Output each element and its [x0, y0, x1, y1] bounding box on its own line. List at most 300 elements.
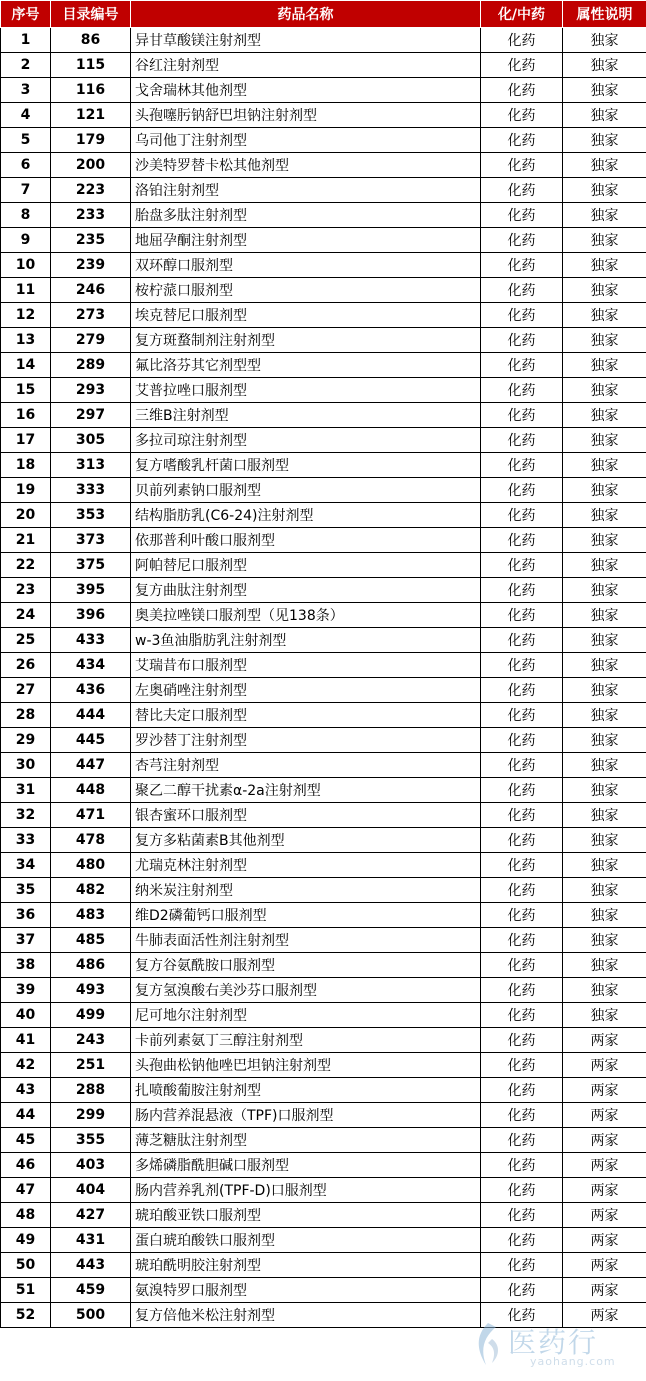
row-catalog-no: 305	[51, 428, 131, 453]
row-type: 化药	[481, 153, 563, 178]
table-row	[1, 1053, 646, 1078]
table-row	[1, 653, 646, 678]
row-type: 化药	[481, 953, 563, 978]
header-catalog-no: 目录编号	[51, 1, 131, 28]
row-index: 47	[1, 1178, 51, 1203]
row-drug-name: 琥珀酰明胶注射剂型	[131, 1253, 481, 1278]
row-catalog-no: 115	[51, 53, 131, 78]
row-type: 化药	[481, 928, 563, 953]
row-catalog-no: 288	[51, 1078, 131, 1103]
row-index: 49	[1, 1228, 51, 1253]
row-catalog-no: 289	[51, 353, 131, 378]
table-row	[1, 753, 646, 778]
row-attribute: 独家	[563, 378, 646, 403]
table-row	[1, 928, 646, 953]
row-catalog-no: 445	[51, 728, 131, 753]
row-type: 化药	[481, 228, 563, 253]
row-index: 43	[1, 1078, 51, 1103]
row-drug-name: 氟比洛芬其它剂型型	[131, 353, 481, 378]
row-type: 化药	[481, 378, 563, 403]
table-row	[1, 53, 646, 78]
row-type: 化药	[481, 553, 563, 578]
row-type: 化药	[481, 728, 563, 753]
row-drug-name: 复方倍他米松注射剂型	[131, 1303, 481, 1328]
row-type: 化药	[481, 628, 563, 653]
table-row	[1, 303, 646, 328]
row-catalog-no: 482	[51, 878, 131, 903]
watermark-subtext: yaohang.com	[530, 1355, 616, 1368]
row-index: 13	[1, 328, 51, 353]
row-catalog-no: 444	[51, 703, 131, 728]
row-index: 35	[1, 878, 51, 903]
row-catalog-no: 433	[51, 628, 131, 653]
row-attribute: 独家	[563, 1003, 646, 1028]
row-catalog-no: 500	[51, 1303, 131, 1328]
row-drug-name: 胎盘多肽注射剂型	[131, 203, 481, 228]
row-index: 14	[1, 353, 51, 378]
header-type: 化/中药	[481, 1, 563, 28]
row-catalog-no: 251	[51, 1053, 131, 1078]
row-type: 化药	[481, 903, 563, 928]
row-type: 化药	[481, 478, 563, 503]
table-row	[1, 253, 646, 278]
row-catalog-no: 483	[51, 903, 131, 928]
table-row	[1, 703, 646, 728]
row-index: 10	[1, 253, 51, 278]
row-type: 化药	[481, 53, 563, 78]
row-type: 化药	[481, 428, 563, 453]
table-row	[1, 1003, 646, 1028]
row-drug-name: 地屈孕酮注射剂型	[131, 228, 481, 253]
table-row	[1, 1303, 646, 1328]
table-row	[1, 878, 646, 903]
row-index: 44	[1, 1103, 51, 1128]
row-drug-name: 维D2磷葡钙口服剂型	[131, 903, 481, 928]
table-row	[1, 503, 646, 528]
row-attribute: 两家	[563, 1203, 646, 1228]
row-index: 24	[1, 603, 51, 628]
row-drug-name: 复方嗜酸乳杆菌口服剂型	[131, 453, 481, 478]
row-type: 化药	[481, 78, 563, 103]
table-row	[1, 78, 646, 103]
row-index: 23	[1, 578, 51, 603]
row-catalog-no: 499	[51, 1003, 131, 1028]
row-attribute: 独家	[563, 53, 646, 78]
row-attribute: 独家	[563, 253, 646, 278]
row-attribute: 两家	[563, 1153, 646, 1178]
row-attribute: 独家	[563, 828, 646, 853]
table-row	[1, 853, 646, 878]
table-row	[1, 28, 646, 53]
row-index: 3	[1, 78, 51, 103]
table-row	[1, 803, 646, 828]
row-index: 21	[1, 528, 51, 553]
row-type: 化药	[481, 403, 563, 428]
table-row	[1, 453, 646, 478]
table-row	[1, 603, 646, 628]
row-attribute: 独家	[563, 353, 646, 378]
row-type: 化药	[481, 453, 563, 478]
row-index: 5	[1, 128, 51, 153]
table-row	[1, 153, 646, 178]
row-catalog-no: 431	[51, 1228, 131, 1253]
row-type: 化药	[481, 878, 563, 903]
row-attribute: 独家	[563, 653, 646, 678]
row-attribute: 独家	[563, 578, 646, 603]
row-attribute: 独家	[563, 503, 646, 528]
row-drug-name: 多拉司琼注射剂型	[131, 428, 481, 453]
row-attribute: 独家	[563, 603, 646, 628]
row-type: 化药	[481, 503, 563, 528]
row-type: 化药	[481, 578, 563, 603]
row-attribute: 独家	[563, 403, 646, 428]
row-catalog-no: 375	[51, 553, 131, 578]
row-drug-name: 艾普拉唑口服剂型	[131, 378, 481, 403]
row-type: 化药	[481, 1253, 563, 1278]
row-attribute: 独家	[563, 153, 646, 178]
row-index: 1	[1, 28, 51, 53]
row-index: 12	[1, 303, 51, 328]
table-row	[1, 728, 646, 753]
row-type: 化药	[481, 853, 563, 878]
row-drug-name: 多烯磷脂酰胆碱口服剂型	[131, 1153, 481, 1178]
row-drug-name: 依那普利叶酸口服剂型	[131, 528, 481, 553]
header-attribute: 属性说明	[563, 1, 646, 28]
row-type: 化药	[481, 303, 563, 328]
row-index: 16	[1, 403, 51, 428]
row-index: 31	[1, 778, 51, 803]
row-catalog-no: 459	[51, 1278, 131, 1303]
row-type: 化药	[481, 103, 563, 128]
table-row	[1, 478, 646, 503]
table-row	[1, 578, 646, 603]
table-row	[1, 678, 646, 703]
row-drug-name: 复方斑蝥制剂注射剂型	[131, 328, 481, 353]
row-drug-name: 双环醇口服剂型	[131, 253, 481, 278]
row-drug-name: 卡前列素氨丁三醇注射剂型	[131, 1028, 481, 1053]
row-drug-name: 扎喷酸葡胺注射剂型	[131, 1078, 481, 1103]
row-attribute: 独家	[563, 553, 646, 578]
header-drug-name: 药品名称	[131, 1, 481, 28]
row-catalog-no: 121	[51, 103, 131, 128]
table-row	[1, 778, 646, 803]
row-catalog-no: 471	[51, 803, 131, 828]
row-drug-name: 桉柠蒎口服剂型	[131, 278, 481, 303]
row-index: 6	[1, 153, 51, 178]
row-index: 50	[1, 1253, 51, 1278]
table-row	[1, 1253, 646, 1278]
row-drug-name: 复方曲肽注射剂型	[131, 578, 481, 603]
row-type: 化药	[481, 653, 563, 678]
row-index: 42	[1, 1053, 51, 1078]
row-catalog-no: 355	[51, 1128, 131, 1153]
row-drug-name: 蛋白琥珀酸铁口服剂型	[131, 1228, 481, 1253]
row-catalog-no: 313	[51, 453, 131, 478]
row-drug-name: 薄芝糖肽注射剂型	[131, 1128, 481, 1153]
row-attribute: 独家	[563, 678, 646, 703]
row-type: 化药	[481, 278, 563, 303]
row-attribute: 独家	[563, 953, 646, 978]
row-drug-name: 异甘草酸镁注射剂型	[131, 28, 481, 53]
row-index: 15	[1, 378, 51, 403]
row-type: 化药	[481, 1278, 563, 1303]
row-catalog-no: 299	[51, 1103, 131, 1128]
row-attribute: 独家	[563, 103, 646, 128]
row-drug-name: 头孢曲松钠他唑巴坦钠注射剂型	[131, 1053, 481, 1078]
row-catalog-no: 200	[51, 153, 131, 178]
row-catalog-no: 333	[51, 478, 131, 503]
row-type: 化药	[481, 828, 563, 853]
row-drug-name: 复方多粘菌素B其他剂型	[131, 828, 481, 853]
row-attribute: 独家	[563, 228, 646, 253]
row-index: 22	[1, 553, 51, 578]
table-row	[1, 528, 646, 553]
row-drug-name: 结构脂肪乳(C6-24)注射剂型	[131, 503, 481, 528]
row-index: 52	[1, 1303, 51, 1328]
table-row	[1, 178, 646, 203]
row-drug-name: 沙美特罗替卡松其他剂型	[131, 153, 481, 178]
row-drug-name: 艾瑞昔布口服剂型	[131, 653, 481, 678]
row-attribute: 独家	[563, 928, 646, 953]
row-index: 8	[1, 203, 51, 228]
row-type: 化药	[481, 1103, 563, 1128]
row-drug-name: 牛肺表面活性剂注射剂型	[131, 928, 481, 953]
row-drug-name: 琥珀酸亚铁口服剂型	[131, 1203, 481, 1228]
row-index: 30	[1, 753, 51, 778]
row-drug-name: 贝前列素钠口服剂型	[131, 478, 481, 503]
table-row	[1, 203, 646, 228]
row-attribute: 独家	[563, 203, 646, 228]
row-type: 化药	[481, 353, 563, 378]
row-index: 4	[1, 103, 51, 128]
row-type: 化药	[481, 753, 563, 778]
row-type: 化药	[481, 1203, 563, 1228]
watermark-text: 医药行	[508, 1326, 599, 1359]
row-type: 化药	[481, 528, 563, 553]
row-index: 7	[1, 178, 51, 203]
row-type: 化药	[481, 1178, 563, 1203]
row-type: 化药	[481, 978, 563, 1003]
row-index: 29	[1, 728, 51, 753]
row-drug-name: 谷红注射剂型	[131, 53, 481, 78]
row-attribute: 独家	[563, 778, 646, 803]
row-index: 2	[1, 53, 51, 78]
row-type: 化药	[481, 328, 563, 353]
row-attribute: 独家	[563, 328, 646, 353]
table-row	[1, 1228, 646, 1253]
row-attribute: 独家	[563, 28, 646, 53]
row-type: 化药	[481, 128, 563, 153]
row-drug-name: 阿帕替尼口服剂型	[131, 553, 481, 578]
row-index: 27	[1, 678, 51, 703]
table-row	[1, 278, 646, 303]
row-attribute: 独家	[563, 978, 646, 1003]
row-attribute: 独家	[563, 278, 646, 303]
row-drug-name: 替比夫定口服剂型	[131, 703, 481, 728]
row-index: 36	[1, 903, 51, 928]
row-attribute: 独家	[563, 628, 646, 653]
row-attribute: 独家	[563, 428, 646, 453]
row-index: 51	[1, 1278, 51, 1303]
row-type: 化药	[481, 1228, 563, 1253]
row-attribute: 独家	[563, 703, 646, 728]
row-index: 33	[1, 828, 51, 853]
row-catalog-no: 235	[51, 228, 131, 253]
row-attribute: 独家	[563, 853, 646, 878]
row-attribute: 独家	[563, 303, 646, 328]
row-catalog-no: 448	[51, 778, 131, 803]
row-catalog-no: 353	[51, 503, 131, 528]
row-type: 化药	[481, 703, 563, 728]
table-row	[1, 328, 646, 353]
row-drug-name: 洛铂注射剂型	[131, 178, 481, 203]
row-index: 40	[1, 1003, 51, 1028]
row-catalog-no: 243	[51, 1028, 131, 1053]
table-row	[1, 1128, 646, 1153]
row-catalog-no: 223	[51, 178, 131, 203]
row-catalog-no: 485	[51, 928, 131, 953]
table-row	[1, 228, 646, 253]
row-drug-name: 纳米炭注射剂型	[131, 878, 481, 903]
table-row	[1, 828, 646, 853]
row-attribute: 独家	[563, 178, 646, 203]
table-row	[1, 103, 646, 128]
row-drug-name: 罗沙替丁注射剂型	[131, 728, 481, 753]
table-row	[1, 628, 646, 653]
row-index: 11	[1, 278, 51, 303]
row-index: 32	[1, 803, 51, 828]
row-index: 18	[1, 453, 51, 478]
table-row	[1, 1178, 646, 1203]
row-attribute: 独家	[563, 478, 646, 503]
row-drug-name: 奥美拉唑镁口服剂型（见138条）	[131, 603, 481, 628]
row-index: 46	[1, 1153, 51, 1178]
row-attribute: 独家	[563, 78, 646, 103]
row-catalog-no: 246	[51, 278, 131, 303]
row-catalog-no: 373	[51, 528, 131, 553]
table-row	[1, 378, 646, 403]
table-row	[1, 403, 646, 428]
row-type: 化药	[481, 803, 563, 828]
row-catalog-no: 404	[51, 1178, 131, 1203]
table-row	[1, 353, 646, 378]
row-attribute: 两家	[563, 1303, 646, 1328]
row-catalog-no: 297	[51, 403, 131, 428]
row-attribute: 两家	[563, 1253, 646, 1278]
row-catalog-no: 116	[51, 78, 131, 103]
row-catalog-no: 279	[51, 328, 131, 353]
table-row	[1, 903, 646, 928]
row-attribute: 两家	[563, 1103, 646, 1128]
row-attribute: 独家	[563, 453, 646, 478]
row-attribute: 独家	[563, 878, 646, 903]
table-row	[1, 1078, 646, 1103]
header-index: 序号	[1, 1, 51, 28]
row-index: 19	[1, 478, 51, 503]
row-catalog-no: 293	[51, 378, 131, 403]
row-index: 20	[1, 503, 51, 528]
row-index: 17	[1, 428, 51, 453]
row-attribute: 独家	[563, 903, 646, 928]
row-drug-name: 尤瑞克林注射剂型	[131, 853, 481, 878]
row-index: 48	[1, 1203, 51, 1228]
row-drug-name: 复方氢溴酸右美沙芬口服剂型	[131, 978, 481, 1003]
row-type: 化药	[481, 28, 563, 53]
row-type: 化药	[481, 253, 563, 278]
row-drug-name: 戈舍瑞林其他剂型	[131, 78, 481, 103]
row-attribute: 两家	[563, 1178, 646, 1203]
header-row	[1, 1, 646, 28]
table-row	[1, 128, 646, 153]
row-catalog-no: 478	[51, 828, 131, 853]
row-catalog-no: 443	[51, 1253, 131, 1278]
row-catalog-no: 486	[51, 953, 131, 978]
row-index: 37	[1, 928, 51, 953]
row-catalog-no: 480	[51, 853, 131, 878]
row-attribute: 两家	[563, 1228, 646, 1253]
row-drug-name: 肠内营养乳剂(TPF-D)口服剂型	[131, 1178, 481, 1203]
table-row	[1, 978, 646, 1003]
row-catalog-no: 434	[51, 653, 131, 678]
row-index: 28	[1, 703, 51, 728]
row-index: 38	[1, 953, 51, 978]
row-type: 化药	[481, 778, 563, 803]
row-catalog-no: 239	[51, 253, 131, 278]
row-type: 化药	[481, 1053, 563, 1078]
table-row	[1, 553, 646, 578]
row-type: 化药	[481, 1303, 563, 1328]
row-type: 化药	[481, 678, 563, 703]
row-attribute: 独家	[563, 528, 646, 553]
row-attribute: 两家	[563, 1128, 646, 1153]
row-type: 化药	[481, 178, 563, 203]
row-type: 化药	[481, 203, 563, 228]
table-row	[1, 1278, 646, 1303]
row-catalog-no: 396	[51, 603, 131, 628]
row-catalog-no: 436	[51, 678, 131, 703]
row-index: 26	[1, 653, 51, 678]
row-drug-name: 左奥硝唑注射剂型	[131, 678, 481, 703]
row-catalog-no: 233	[51, 203, 131, 228]
row-index: 25	[1, 628, 51, 653]
table-row	[1, 953, 646, 978]
row-drug-name: 乌司他丁注射剂型	[131, 128, 481, 153]
table-row	[1, 1028, 646, 1053]
row-attribute: 独家	[563, 728, 646, 753]
row-catalog-no: 403	[51, 1153, 131, 1178]
row-catalog-no: 273	[51, 303, 131, 328]
row-type: 化药	[481, 1078, 563, 1103]
row-drug-name: 杏芎注射剂型	[131, 753, 481, 778]
row-drug-name: 复方谷氨酰胺口服剂型	[131, 953, 481, 978]
row-attribute: 两家	[563, 1078, 646, 1103]
row-catalog-no: 427	[51, 1203, 131, 1228]
row-type: 化药	[481, 603, 563, 628]
row-attribute: 两家	[563, 1278, 646, 1303]
row-attribute: 独家	[563, 128, 646, 153]
row-index: 45	[1, 1128, 51, 1153]
row-drug-name: 肠内营养混悬液（TPF)口服剂型	[131, 1103, 481, 1128]
row-attribute: 独家	[563, 753, 646, 778]
row-type: 化药	[481, 1028, 563, 1053]
row-attribute: 两家	[563, 1028, 646, 1053]
table-row	[1, 1203, 646, 1228]
row-drug-name: 尼可地尔注射剂型	[131, 1003, 481, 1028]
row-catalog-no: 493	[51, 978, 131, 1003]
row-attribute: 两家	[563, 1053, 646, 1078]
table-row	[1, 1153, 646, 1178]
row-catalog-no: 395	[51, 578, 131, 603]
